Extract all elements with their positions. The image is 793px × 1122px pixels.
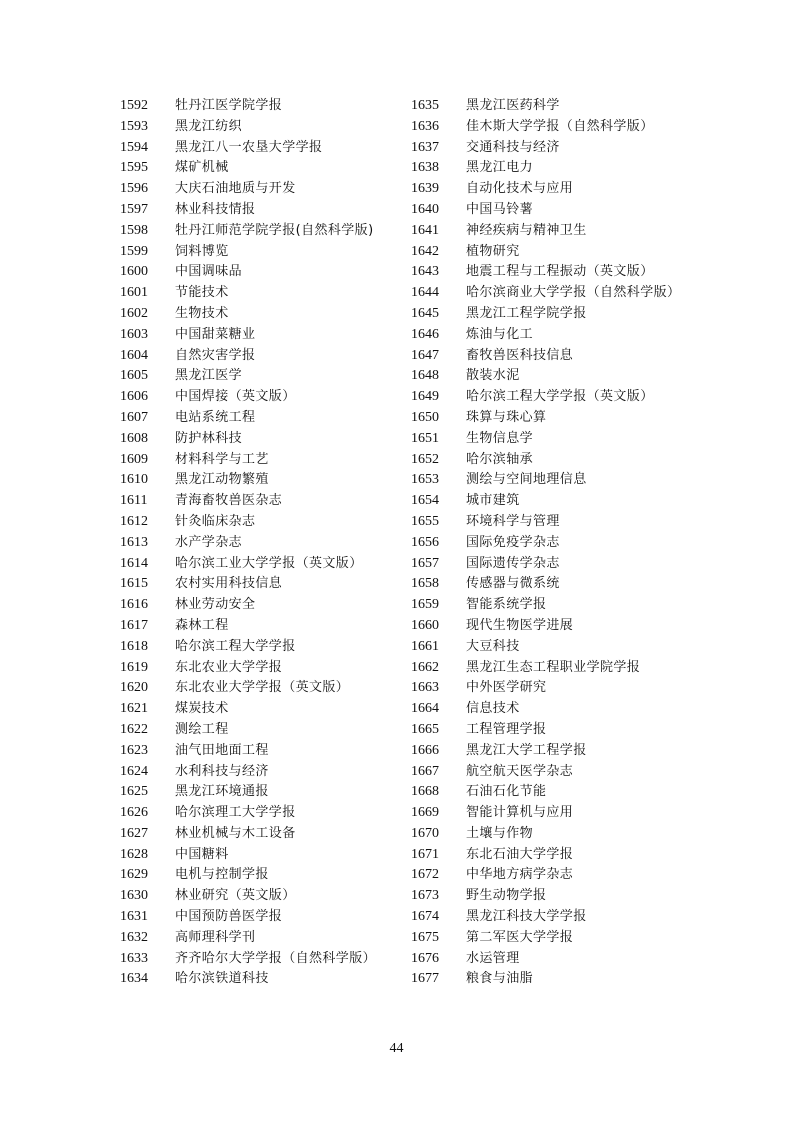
entry-title: 中国焊接（英文版）	[175, 389, 296, 405]
entry-title: 炼油与化工	[466, 326, 534, 342]
entry-title: 生物信息学	[466, 430, 534, 446]
entry-title: 中外医学研究	[466, 680, 547, 696]
journal-entry	[411, 554, 683, 575]
entry-number: 1628	[120, 846, 148, 862]
journal-entry	[411, 928, 683, 949]
journal-entry	[411, 304, 683, 325]
entry-number: 1620	[120, 680, 148, 696]
entry-title: 黑龙江环境通报	[175, 784, 269, 800]
entry-number: 1606	[120, 389, 148, 405]
journal-entry	[120, 949, 392, 970]
journal-entry	[411, 262, 683, 283]
entry-title: 东北农业大学学报（英文版）	[175, 680, 350, 696]
journal-entry	[120, 138, 392, 159]
entry-title: 第二军医大学学报	[466, 929, 574, 945]
entry-number: 1645	[411, 305, 439, 321]
journal-entry	[411, 865, 683, 886]
entry-number: 1611	[120, 493, 148, 509]
journal-entry	[120, 782, 392, 803]
entry-number: 1671	[411, 846, 439, 862]
entry-number: 1621	[120, 701, 148, 717]
entry-title: 林业机械与木工设备	[175, 825, 296, 841]
entry-title: 野生动物学报	[466, 888, 547, 904]
entry-title: 珠算与珠心算	[466, 409, 547, 425]
entry-number: 1642	[411, 243, 439, 259]
journal-entry	[411, 699, 683, 720]
entry-title: 中国马铃薯	[466, 201, 534, 217]
entry-title: 中国糖料	[175, 846, 229, 862]
journal-entry	[120, 512, 392, 533]
entry-number: 1641	[411, 222, 439, 238]
entry-title: 中国预防兽医学报	[175, 909, 283, 925]
entry-number: 1626	[120, 805, 148, 821]
entry-title: 林业研究（英文版）	[175, 888, 296, 904]
entry-title: 黑龙江纺织	[175, 118, 243, 134]
journal-entry	[120, 928, 392, 949]
entry-number: 1652	[411, 451, 439, 467]
journal-entry	[120, 96, 392, 117]
entry-title: 水利科技与经济	[175, 763, 269, 779]
journal-entry	[411, 969, 683, 990]
entry-title: 畜牧兽医科技信息	[466, 347, 574, 363]
entry-number: 1634	[120, 971, 148, 987]
right-column	[411, 96, 683, 990]
journal-entry	[411, 512, 683, 533]
journal-entry	[120, 886, 392, 907]
entry-number: 1609	[120, 451, 148, 467]
entry-title: 黑龙江大学工程学报	[466, 742, 587, 758]
page-number: 44	[389, 1041, 404, 1056]
entry-title: 黑龙江医学	[175, 368, 243, 384]
entry-number: 1640	[411, 201, 439, 217]
entry-title: 哈尔滨铁道科技	[175, 971, 269, 987]
entry-title: 东北农业大学学报	[175, 659, 283, 675]
entry-number: 1603	[120, 326, 148, 342]
entry-title: 交通科技与经济	[466, 139, 560, 155]
journal-entry	[120, 158, 392, 179]
entry-number: 1608	[120, 430, 148, 446]
entry-title: 中国甜菜糖业	[175, 326, 256, 342]
entry-title: 林业劳动安全	[175, 597, 256, 613]
entry-title: 林业科技情报	[175, 201, 256, 217]
entry-title: 传感器与微系统	[466, 576, 560, 592]
journal-entry	[411, 366, 683, 387]
journal-entry	[120, 824, 392, 845]
entry-number: 1638	[411, 160, 439, 176]
entry-number: 1595	[120, 160, 148, 176]
journal-entry	[120, 969, 392, 990]
entry-title: 国际免疫学杂志	[466, 534, 560, 550]
entry-title: 针灸临床杂志	[175, 513, 256, 529]
entry-title: 煤炭技术	[175, 701, 229, 717]
journal-entry	[120, 408, 392, 429]
entry-number: 1607	[120, 409, 148, 425]
journal-entry	[411, 491, 683, 512]
entry-number: 1623	[120, 742, 148, 758]
entry-title: 智能系统学报	[466, 597, 547, 613]
entry-title: 青海畜牧兽医杂志	[175, 493, 283, 509]
entry-title: 植物研究	[466, 243, 520, 259]
journal-entry	[411, 117, 683, 138]
entry-number: 1674	[411, 909, 439, 925]
entry-number: 1670	[411, 825, 439, 841]
journal-entry	[120, 325, 392, 346]
entry-number: 1663	[411, 680, 439, 696]
journal-entry	[411, 346, 683, 367]
journal-entry	[411, 533, 683, 554]
entry-number: 1594	[120, 139, 148, 155]
entry-number: 1660	[411, 617, 439, 633]
entry-number: 1667	[411, 763, 439, 779]
journal-entry	[120, 699, 392, 720]
entry-number: 1636	[411, 118, 439, 134]
entry-title: 散装水泥	[466, 368, 520, 384]
entry-title: 东北石油大学学报	[466, 846, 574, 862]
entry-title: 哈尔滨工程大学学报	[175, 638, 296, 654]
journal-entry	[120, 179, 392, 200]
entry-number: 1592	[120, 98, 148, 113]
entry-number: 1639	[411, 181, 439, 197]
entry-number: 1618	[120, 638, 148, 654]
entry-number: 1602	[120, 305, 148, 321]
entry-title: 油气田地面工程	[175, 742, 269, 758]
entry-number: 1676	[411, 950, 439, 966]
entry-title: 哈尔滨轴承	[466, 451, 534, 467]
journal-entry	[411, 283, 683, 304]
journal-entry	[411, 158, 683, 179]
entry-number: 1631	[120, 909, 148, 925]
entry-number: 1625	[120, 784, 148, 800]
entry-title: 环境科学与管理	[466, 513, 560, 529]
entry-title: 煤矿机械	[175, 160, 229, 176]
journal-entry	[120, 637, 392, 658]
entry-number: 1661	[411, 638, 439, 654]
entry-number: 1627	[120, 825, 148, 841]
journal-entry	[411, 949, 683, 970]
entry-number: 1613	[120, 534, 148, 550]
journal-entry	[411, 408, 683, 429]
entry-number: 1644	[411, 285, 439, 301]
journal-entry	[120, 762, 392, 783]
journal-entry	[411, 678, 683, 699]
entry-title: 黑龙江动物繁殖	[175, 472, 269, 488]
entry-title: 哈尔滨工业大学学报（英文版）	[175, 555, 363, 571]
entry-number: 1635	[411, 98, 439, 113]
journal-entry	[411, 741, 683, 762]
journal-entry	[120, 429, 392, 450]
journal-entry	[120, 533, 392, 554]
entry-title: 工程管理学报	[466, 721, 547, 737]
journal-entry	[411, 886, 683, 907]
journal-entry	[411, 387, 683, 408]
entry-number: 1598	[120, 222, 148, 238]
journal-entry	[120, 595, 392, 616]
journal-entry	[411, 325, 683, 346]
entry-number: 1600	[120, 264, 148, 280]
journal-entry	[411, 616, 683, 637]
entry-number: 1616	[120, 597, 148, 613]
entry-title: 地震工程与工程振动（英文版）	[466, 264, 654, 280]
entry-title: 水产学杂志	[175, 534, 243, 550]
entry-title: 测绘工程	[175, 721, 229, 737]
entry-number: 1610	[120, 472, 148, 488]
entry-title: 牡丹江师范学院学报(自然科学版)	[175, 222, 374, 238]
entry-title: 国际遗传学杂志	[466, 555, 560, 571]
entry-title: 黑龙江医药科学	[466, 98, 560, 113]
journal-entry	[120, 678, 392, 699]
entry-number: 1593	[120, 118, 148, 134]
entry-number: 1604	[120, 347, 148, 363]
journal-entry	[120, 221, 392, 242]
entry-number: 1601	[120, 285, 148, 301]
entry-number: 1665	[411, 721, 439, 737]
entry-title: 节能技术	[175, 285, 229, 301]
entry-number: 1605	[120, 368, 148, 384]
entry-title: 大庆石油地质与开发	[175, 181, 296, 197]
journal-entry	[411, 96, 683, 117]
entry-title: 城市建筑	[466, 493, 520, 509]
entry-number: 1669	[411, 805, 439, 821]
entry-number: 1655	[411, 513, 439, 529]
entry-title: 土壤与作物	[466, 825, 534, 841]
entry-title: 农村实用科技信息	[175, 576, 283, 592]
entry-title: 生物技术	[175, 305, 229, 321]
journal-entry	[411, 720, 683, 741]
journal-entry	[411, 574, 683, 595]
journal-entry	[120, 845, 392, 866]
left-column	[120, 96, 392, 990]
journal-entry	[120, 346, 392, 367]
journal-entry	[120, 262, 392, 283]
journal-entry	[411, 824, 683, 845]
entry-title: 电机与控制学报	[175, 867, 269, 883]
entry-number: 1643	[411, 264, 439, 280]
entry-title: 黑龙江电力	[466, 160, 534, 176]
journal-entry	[120, 720, 392, 741]
entry-number: 1619	[120, 659, 148, 675]
entry-title: 粮食与油脂	[466, 971, 534, 987]
entry-number: 1614	[120, 555, 148, 571]
journal-entry	[411, 803, 683, 824]
entry-title: 航空航天医学杂志	[466, 763, 574, 779]
journal-entry	[120, 387, 392, 408]
journal-entry	[120, 366, 392, 387]
entry-title: 佳木斯大学学报（自然科学版）	[466, 118, 654, 134]
journal-entry	[411, 450, 683, 471]
entry-title: 自然灾害学报	[175, 347, 256, 363]
journal-entry	[120, 450, 392, 471]
entry-title: 神经疾病与精神卫生	[466, 222, 587, 238]
entry-number: 1673	[411, 888, 439, 904]
entry-title: 哈尔滨工程大学学报（英文版）	[466, 389, 654, 405]
entry-number: 1647	[411, 347, 439, 363]
entry-title: 黑龙江八一农垦大学学报	[175, 139, 323, 155]
entry-title: 黑龙江科技大学学报	[466, 909, 587, 925]
entry-number: 1624	[120, 763, 148, 779]
journal-entry	[411, 179, 683, 200]
journal-entry	[120, 865, 392, 886]
entry-number: 1597	[120, 201, 148, 217]
entry-number: 1612	[120, 513, 148, 529]
entry-number: 1654	[411, 493, 439, 509]
journal-entry	[411, 595, 683, 616]
entry-title: 牡丹江医学院学报	[175, 98, 283, 113]
entry-number: 1648	[411, 368, 439, 384]
entry-title: 中国调味品	[175, 264, 243, 280]
journal-entry	[120, 117, 392, 138]
entry-title: 石油石化节能	[466, 784, 547, 800]
journal-entry	[120, 491, 392, 512]
entry-number: 1629	[120, 867, 148, 883]
entry-title: 智能计算机与应用	[466, 805, 574, 821]
journal-entry	[120, 200, 392, 221]
journal-entry	[120, 616, 392, 637]
entry-number: 1599	[120, 243, 148, 259]
entry-number: 1632	[120, 929, 148, 945]
journal-entry	[411, 200, 683, 221]
entry-number: 1646	[411, 326, 439, 342]
entry-title: 测绘与空间地理信息	[466, 472, 587, 488]
entry-number: 1637	[411, 139, 439, 155]
journal-entry	[120, 741, 392, 762]
entry-number: 1658	[411, 576, 439, 592]
journal-entry	[411, 845, 683, 866]
entry-title: 齐齐哈尔大学学报（自然科学版）	[175, 950, 377, 966]
entry-number: 1668	[411, 784, 439, 800]
journal-entry	[120, 470, 392, 491]
entry-title: 水运管理	[466, 950, 520, 966]
entry-title: 高师理科学刊	[175, 929, 256, 945]
entry-number: 1596	[120, 181, 148, 197]
entry-title: 中华地方病学杂志	[466, 867, 574, 883]
entry-number: 1677	[411, 971, 439, 987]
entry-number: 1617	[120, 617, 148, 633]
journal-entry	[411, 658, 683, 679]
entry-number: 1622	[120, 721, 148, 737]
entry-title: 防护林科技	[175, 430, 243, 446]
entry-number: 1672	[411, 867, 439, 883]
journal-entry	[411, 762, 683, 783]
journal-entry	[411, 470, 683, 491]
entry-number: 1649	[411, 389, 439, 405]
journal-entry	[411, 907, 683, 928]
entry-title: 黑龙江工程学院学报	[466, 305, 587, 321]
journal-entry	[411, 242, 683, 263]
entry-title: 信息技术	[466, 701, 520, 717]
journal-entry	[120, 554, 392, 575]
journal-entry	[120, 242, 392, 263]
entry-number: 1630	[120, 888, 148, 904]
entry-title: 森林工程	[175, 617, 229, 633]
entry-title: 饲料博览	[175, 243, 229, 259]
entry-number: 1656	[411, 534, 439, 550]
entry-title: 大豆科技	[466, 638, 520, 654]
entry-number: 1633	[120, 950, 148, 966]
entry-title: 电站系统工程	[175, 409, 256, 425]
journal-entry	[411, 221, 683, 242]
entry-number: 1664	[411, 701, 439, 717]
entry-title: 哈尔滨理工大学学报	[175, 805, 296, 821]
journal-entry	[120, 574, 392, 595]
journal-entry	[411, 138, 683, 159]
journal-entry	[411, 637, 683, 658]
journal-entry	[120, 304, 392, 325]
entry-title: 材料科学与工艺	[175, 451, 269, 467]
entry-number: 1666	[411, 742, 439, 758]
entry-number: 1650	[411, 409, 439, 425]
entry-number: 1657	[411, 555, 439, 571]
entry-title: 哈尔滨商业大学学报（自然科学版）	[466, 285, 681, 301]
journal-entry	[120, 907, 392, 928]
entry-number: 1662	[411, 659, 439, 675]
entry-number: 1653	[411, 472, 439, 488]
journal-entry	[120, 803, 392, 824]
entry-number: 1659	[411, 597, 439, 613]
entry-title: 自动化技术与应用	[466, 181, 574, 197]
journal-entry	[411, 429, 683, 450]
journal-entry	[411, 782, 683, 803]
journal-entry	[120, 283, 392, 304]
journal-entry	[120, 658, 392, 679]
entry-number: 1675	[411, 929, 439, 945]
entry-number: 1615	[120, 576, 148, 592]
entry-number: 1651	[411, 430, 439, 446]
entry-title: 黑龙江生态工程职业学院学报	[466, 659, 641, 675]
entry-title: 现代生物医学进展	[466, 617, 574, 633]
